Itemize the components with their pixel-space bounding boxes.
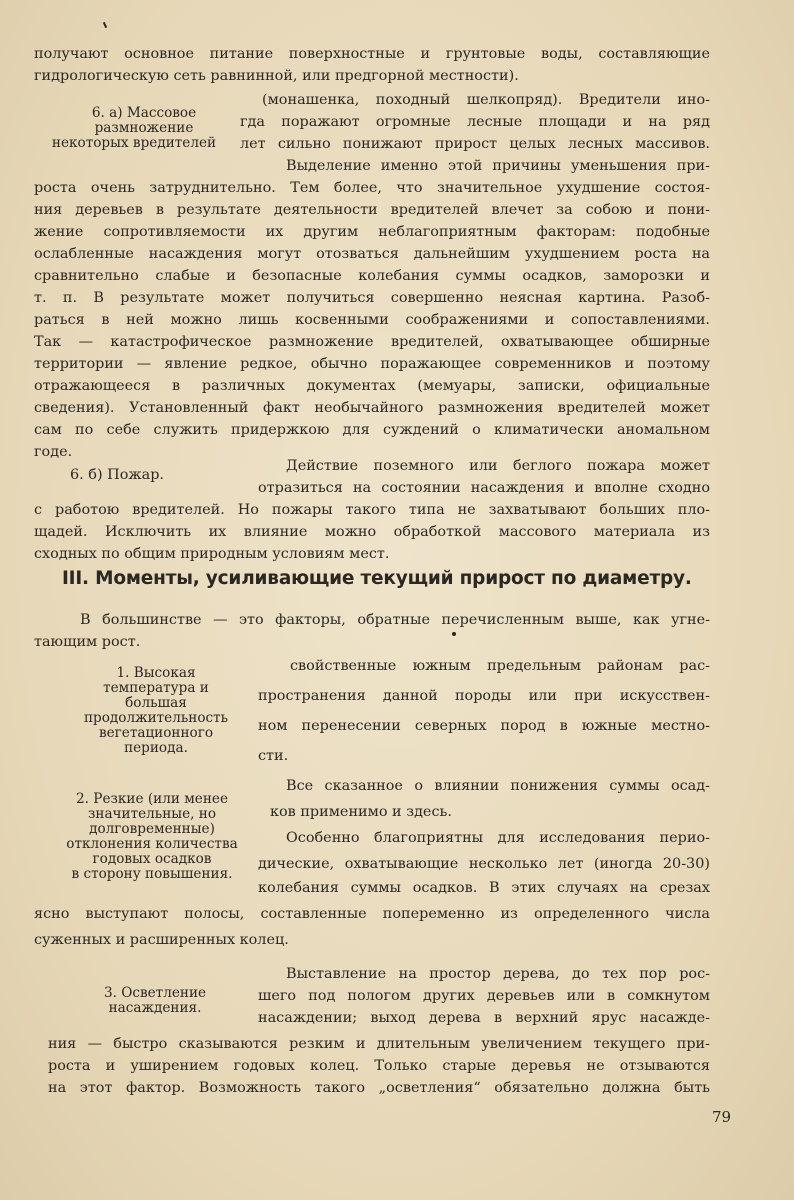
margin-note-6b xyxy=(70,468,230,483)
text-line: получают основное питание поверхностные и грунтовые воды, составляющие xyxy=(34,46,710,62)
margin-line: годовых осадков xyxy=(92,851,212,867)
text-line: Выставление на простор дерева, до тех пор рос- xyxy=(286,966,710,982)
margin-line: значительные, но xyxy=(87,806,217,822)
text-line: сравнительно слабые и безопасные колебания суммы осадков, заморозки и xyxy=(34,268,710,284)
text-line: отразиться на состоянии насаждения и вполне сходно xyxy=(258,480,710,496)
text-line: насаждении; выход дерева в верхний ярус насажде- xyxy=(258,1010,710,1026)
text-line: ном перенесении северных пород в южные местно- xyxy=(258,718,710,734)
text-line: Выделение именно этой причины уменьшения при- xyxy=(286,158,710,174)
margin-line: периода. xyxy=(124,740,188,756)
margin-line: некоторых вредителей xyxy=(51,135,217,151)
text-line: на этот фактор. Возможность такого „осветления“ обязательно должна быть xyxy=(48,1080,710,1096)
margin-line: температура и xyxy=(103,680,209,696)
print-mark xyxy=(103,22,107,28)
margin-note-2 xyxy=(40,792,264,882)
text-line: (монашенка, походный шелкопряд). Вредители ино- xyxy=(262,92,710,108)
text-line: колебания суммы осадков. В этих случаях на срезах xyxy=(258,880,710,896)
margin-line: отклонения количества xyxy=(66,836,238,852)
text-line: Все сказанное о влиянии понижения суммы осад- xyxy=(286,778,710,794)
text-line: ния деревьев в результате деятельности вредителей влечет за собою и пони- xyxy=(34,202,710,218)
text-line: раться в ней можно лишь косвенными соображениями и сопоставлениями. xyxy=(34,312,710,328)
margin-line: 2. Резкие (или менее xyxy=(76,791,228,807)
text-line: ния — быстро сказываются резким и длительным увеличением текущего при- xyxy=(48,1036,710,1052)
text-line: сти. xyxy=(258,748,289,764)
margin-note-3 xyxy=(70,986,240,1016)
margin-line: большая xyxy=(125,695,187,711)
text-line: свойственные южным предельным районам рас- xyxy=(290,658,710,674)
margin-line: размножение xyxy=(94,120,194,136)
margin-line: вегетационного xyxy=(98,725,214,741)
text-line: жение сопротивляемости их другим неблагоприятным факторам: подобные xyxy=(34,224,710,240)
text-line: пространения данной породы или при искусствен- xyxy=(258,688,710,704)
ink-dot xyxy=(452,632,456,636)
margin-line: 3. Осветление xyxy=(103,985,207,1001)
margin-line: 6. а) Массовое xyxy=(91,105,197,121)
text-line: годе. xyxy=(34,444,73,460)
text-line: В большинстве — это факторы, обратные перечисленным выше, как угне- xyxy=(80,612,710,628)
text-line: сведения). Установленный факт необычайного размножения вредителей может xyxy=(34,400,710,416)
text-line: сам по себе служить придержкою для суждений о климатически аномальном xyxy=(34,422,710,438)
text-line: тающим рост. xyxy=(34,634,141,650)
margin-line: в сторону повышения. xyxy=(71,866,233,882)
page-number: 79 xyxy=(712,1108,732,1126)
text-line: ослабленные насаждения могут отозваться дальнейшим ухудшением роста на xyxy=(34,246,710,262)
text-line: шего под пологом других деревьев или в сомкнутом xyxy=(258,988,710,1004)
text-line: Действие поземного или беглого пожара может xyxy=(286,458,710,474)
text-line: с работою вредителей. Но пожары такого типа не захватывают больших пло- xyxy=(34,502,710,518)
margin-note-1 xyxy=(56,666,256,756)
text-line: отражающееся в различных документах (мемуары, записки, официальные xyxy=(34,378,710,394)
text-line: щадей. Исключить их влияние можно обработкой массового материала из xyxy=(34,524,710,540)
text-line: роста очень затруднительно. Тем более, что значительное ухудшение состоя- xyxy=(34,180,710,196)
text-line: дические, охватывающие несколько лет (иногда 20-30) xyxy=(258,856,710,872)
margin-line: долговременные) xyxy=(89,821,215,837)
text-line: Так — катастрофическое размножение вредителей, охватывающее обширные xyxy=(34,334,710,350)
margin-line: насаждения. xyxy=(108,1000,202,1016)
margin-note-6a xyxy=(44,106,244,151)
text-line: Особенно благоприятны для исследования перио- xyxy=(286,830,710,846)
text-line: суженных и расширенных колец. xyxy=(34,932,289,948)
text-line: гидрологическую сеть равнинной, или предгорной местности). xyxy=(34,68,519,84)
text-line: т. п. В результате может получиться совершенно неясная картина. Разоб- xyxy=(34,290,710,306)
text-line: ков применимо и здесь. xyxy=(270,804,452,820)
section-heading: III. Моменты, усиливающие текущий прирост по диаметру. xyxy=(62,568,692,589)
text-line: ясно выступают полосы, составленные попеременно из определенного числа xyxy=(34,906,710,922)
text-line: территории — явление редкое, обычно поражающее современников и поэтому xyxy=(34,356,710,372)
text-line: сходных по общим природным условиям мест. xyxy=(34,546,390,562)
text-line: гда поражают огромные лесные площади и на ряд xyxy=(240,114,710,130)
margin-line: 6. б) Пожар. xyxy=(70,467,164,483)
margin-line: 1. Высокая xyxy=(116,665,196,681)
text-line: роста и уширением годовых колец. Только старые деревья не отзываются xyxy=(48,1058,710,1074)
text-line: лет сильно понижают прирост целых лесных массивов. xyxy=(240,136,710,152)
margin-line: продолжительность xyxy=(83,710,229,726)
